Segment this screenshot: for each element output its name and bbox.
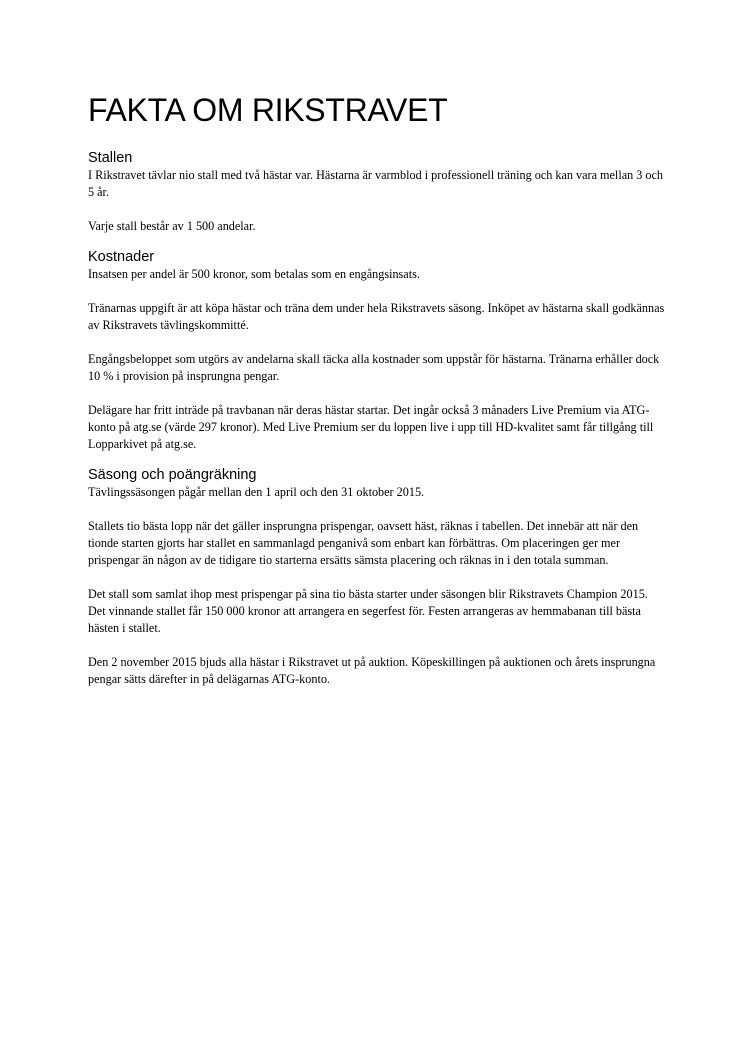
paragraph: I Rikstravet tävlar nio stall med två hästar var. Hästarna är varmblod i professionell träning och kan vara mellan 3 och 5 år. xyxy=(88,168,663,199)
section-kostnader xyxy=(88,249,668,453)
document-page xyxy=(88,92,668,688)
paragraph: Tävlingssäsongen pågår mellan den 1 april och den 31 oktober 2015. xyxy=(88,485,425,499)
page-title: FAKTA OM RIKSTRAVET xyxy=(88,92,448,128)
section-heading: Säsong och poängräkning xyxy=(88,467,257,483)
paragraph: Insatsen per andel är 500 kronor, som betalas som en engångsinsats. xyxy=(88,267,420,281)
section-sasong xyxy=(88,467,668,688)
section-heading: Stallen xyxy=(88,150,133,166)
paragraph: Stallets tio bästa lopp när det gäller insprungna prispengar, oavsett häst, räknas i tabellen. Det innebär att när den tionde starten gjorts har stallet en sammanlagd penganivå som enbart kan förbättras. Om placeringen ger mer prispengar än någon av de tidigare tio starterna ersätts sämsta placering och räknas in i den totala summan. xyxy=(88,519,639,567)
paragraph: Det stall som samlat ihop mest prispengar på sina tio bästa starter under säsongen blir Rikstravets Champion 2015. Det vinnande stallet får 150 000 kronor att arrangera en segerfest för. Festen arrangeras av hemmabanan till bästa hästen i stallet. xyxy=(88,587,648,635)
section-stallen xyxy=(88,150,668,235)
paragraph: Delägare har fritt inträde på travbanan när deras hästar startar. Det ingår också 3 månaders Live Premium via ATG-konto på atg.se (värde 297 kronor). Med Live Premium ser du loppen live i upp till HD-kvalitet samt får tillgång till Lopparkivet på atg.se. xyxy=(88,403,654,451)
paragraph: Engångsbeloppet som utgörs av andelarna skall täcka alla kostnader som uppstår för hästarna. Tränarna erhåller dock 10 % i provision på insprungna pengar. xyxy=(88,352,660,383)
paragraph: Tränarnas uppgift är att köpa hästar och träna dem under hela Rikstravets säsong. Inköpet av hästarna skall godkännas av Rikstravets tävlingskommitté. xyxy=(88,301,665,332)
paragraph: Varje stall består av 1 500 andelar. xyxy=(88,219,256,233)
section-heading: Kostnader xyxy=(88,249,155,265)
paragraph: Den 2 november 2015 bjuds alla hästar i Rikstravet ut på auktion. Köpeskillingen på auktionen och årets insprungna pengar sätts därefter in på delägarnas ATG-konto. xyxy=(88,655,656,686)
